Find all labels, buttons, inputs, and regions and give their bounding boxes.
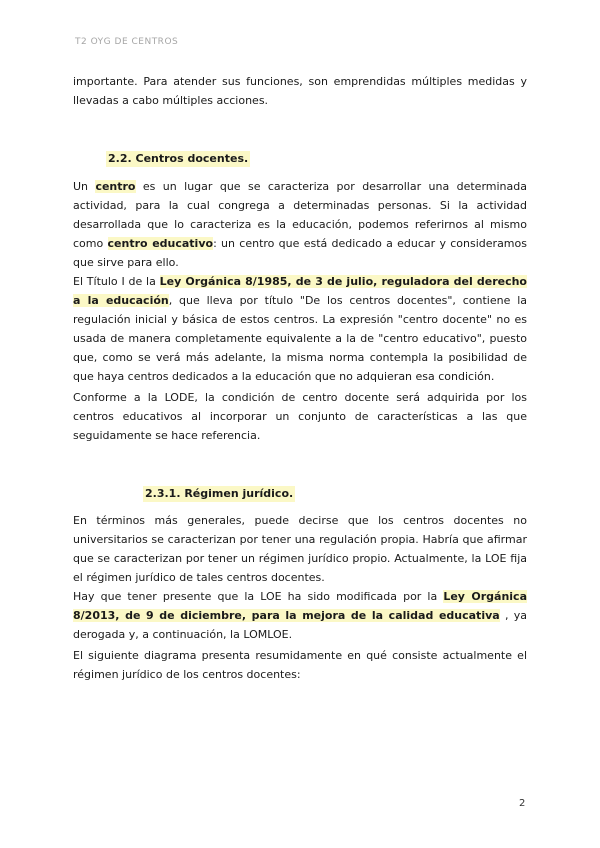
paragraph-diagrama: El siguiente diagrama presenta resumidamente en qué consiste actualmente el régimen jurídico de los centros docentes: bbox=[73, 649, 527, 681]
paragraph-lode bbox=[73, 272, 527, 386]
text: Un bbox=[73, 180, 96, 193]
running-header: T2 OYG DE CENTROS bbox=[75, 37, 179, 47]
paragraph-lomce bbox=[73, 587, 527, 644]
paragraph-condicion: Conforme a la LODE, la condición de centro docente será adquirida por los centros educativos al incorporar un conjunto de características a las que seguidamente se hace referencia. bbox=[73, 391, 527, 442]
text: Hay que tener presente que la LOE ha sido modificada por la bbox=[73, 590, 444, 603]
intro-paragraph: importante. Para atender sus funciones, son emprendidas múltiples medidas y llevadas a cabo múltiples acciones. bbox=[73, 75, 527, 107]
paragraph-centro bbox=[73, 177, 527, 272]
text: El Título I de la bbox=[73, 275, 160, 288]
paragraph-regimen: En términos más generales, puede decirse que los centros docentes no universitarios se caracterizan por tener una regulación propia. Habría que afirmar que se caracterizan por tener un régimen jurídico propio. Actualmente, la LOE fija el régimen jurídico de tales centros docentes. bbox=[73, 514, 527, 584]
law-lomce: Ley Orgánica 8/2013, de 9 de diciembre, para la mejora de la calidad educativa bbox=[73, 590, 527, 622]
law-lode: Ley Orgánica 8/1985, de 3 de julio, reguladora del derecho a la educación bbox=[73, 275, 527, 307]
section-heading-2-2: 2.2. Centros docentes. bbox=[108, 152, 249, 165]
term-centro-educativo: centro educativo bbox=[107, 237, 214, 250]
text: es un lugar que se caracteriza por desarrollar una determinada actividad, para la cual congrega a determinadas personas. Si la actividad desarrollada que lo caracteriza es la educación, podemos referirnos al mismo como bbox=[73, 180, 527, 250]
term-centro: centro bbox=[95, 180, 136, 193]
section-heading-2-3-1: 2.3.1. Régimen jurídico. bbox=[145, 487, 294, 500]
text: , ya derogada y, a continuación, la LOMLOE. bbox=[73, 609, 527, 641]
page-number: 2 bbox=[519, 798, 526, 809]
text: : un centro que está dedicado a educar y consideramos que sirve para ello. bbox=[73, 237, 527, 269]
text: , que lleva por título "De los centros docentes", contiene la regulación inicial y básica de estos centros. La expresión "centro docente" no es usada de manera completamente equivalente a la de "centro educativo", puesto que, como se verá más adelante, la misma norma contempla la posibilidad de que haya centros dedicados a la educación que no adquieran esa condición. bbox=[73, 294, 527, 383]
